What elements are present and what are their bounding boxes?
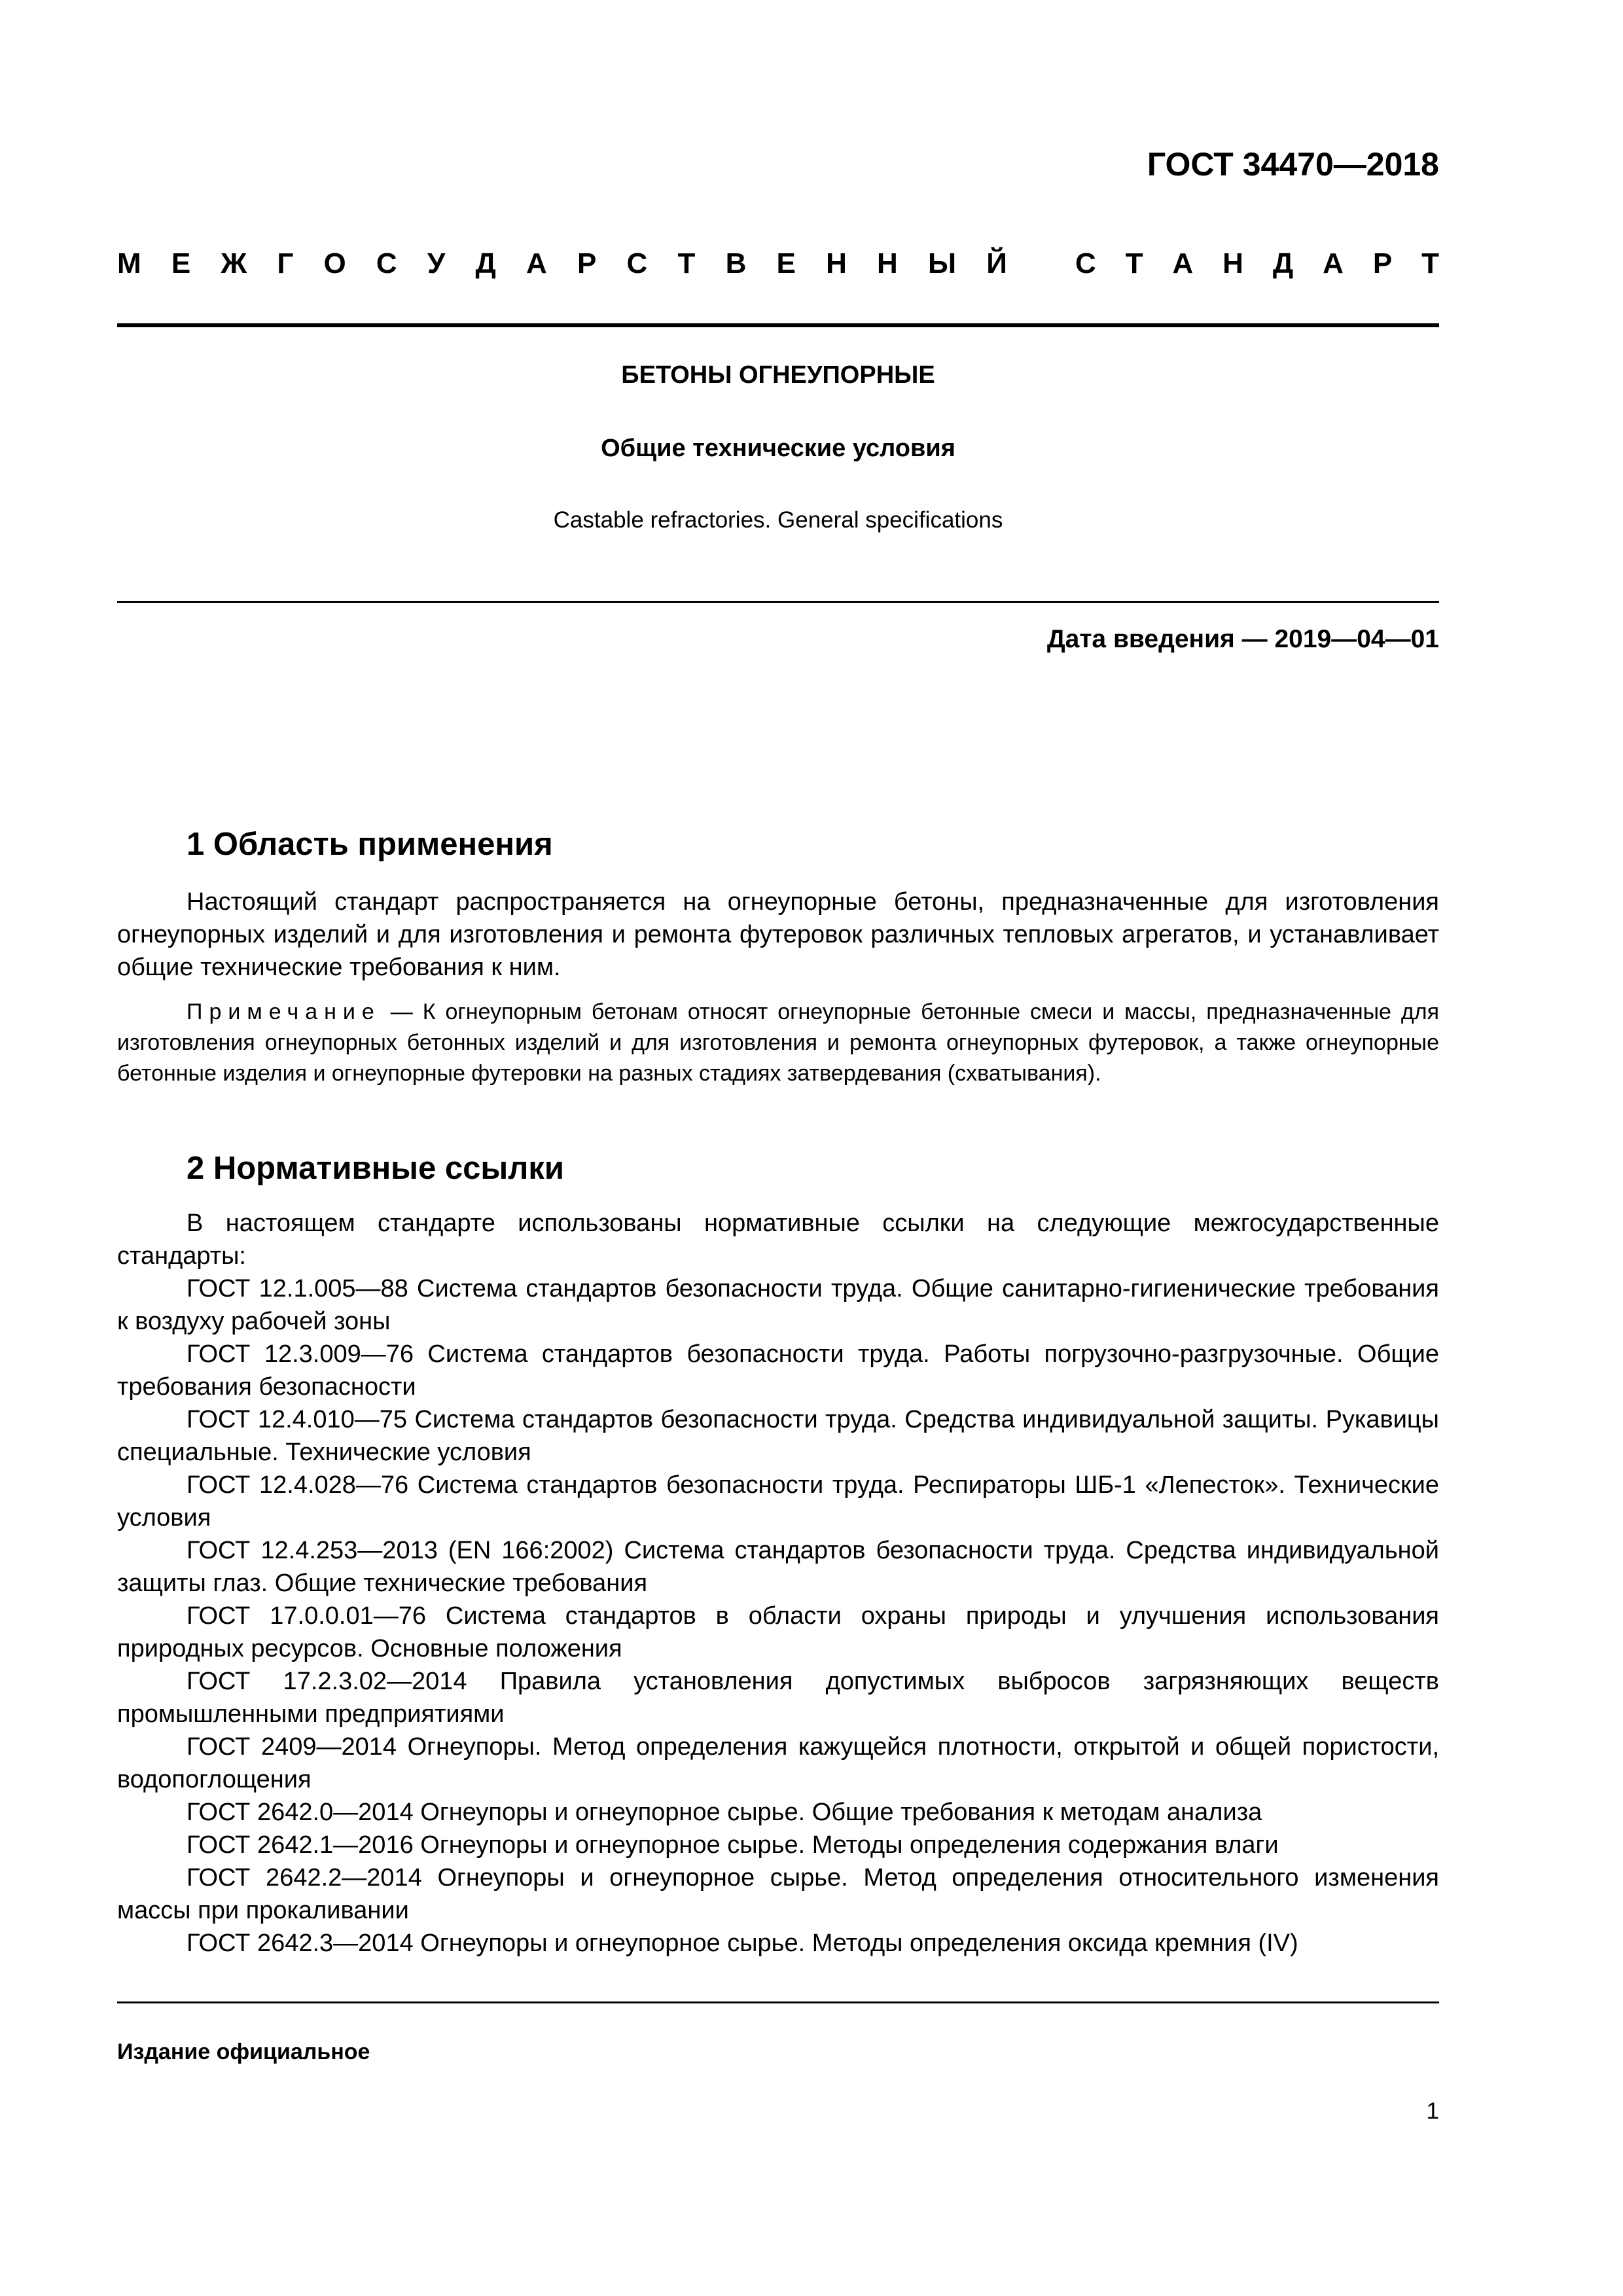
heading-letter: Ы bbox=[928, 247, 957, 279]
standard-type-word-2 bbox=[1075, 247, 1439, 280]
official-edition-label: Издание официальное bbox=[117, 2039, 370, 2064]
reference-item: ГОСТ 2642.0—2014 Огнеупоры и огнеупорное сырье. Общие требования к методам анализа bbox=[187, 1799, 1262, 1826]
heading-letter: А bbox=[1323, 247, 1344, 279]
heading-letter: Р bbox=[577, 247, 597, 279]
heading-letter: Д bbox=[475, 247, 496, 279]
heading-letter: Т bbox=[1421, 247, 1439, 279]
document-title-english: Castable refractories. General specifications bbox=[553, 507, 1003, 533]
heading-letter: У bbox=[427, 247, 446, 279]
heading-letter: Н bbox=[1222, 247, 1243, 279]
section-2-heading: 2 Нормативные ссылки bbox=[187, 1151, 564, 1186]
section-1-body bbox=[117, 886, 1439, 984]
note-text: — К огнеупорным бетонам относят огнеупорные бетонные смеси и массы, предназначенные для изготовления огнеупорных бетонных изделий и для изготовления и ремонта огнеупорных футеровок, а также огнеупорные бетонные изделия и огнеупорные футеровки на разных стадиях затвердевания (схватывания). bbox=[117, 999, 1439, 1086]
document-number: ГОСТ 34470—2018 bbox=[1147, 146, 1439, 183]
standard-type-heading bbox=[117, 247, 1439, 280]
heading-letter: Н bbox=[877, 247, 898, 279]
section-1-paragraph: Настоящий стандарт распространяется на огнеупорные бетоны, предназначенные для изготовления огнеупорных изделий и для изготовления и ремонта футеровок различных тепловых агрегатов, и устанавливает общие технические требования к ним. bbox=[117, 888, 1439, 981]
heading-letter: Н bbox=[826, 247, 847, 279]
reference-item: ГОСТ 12.4.028—76 Система стандартов безопасности труда. Респираторы ШБ-1 «Лепесток». Технические условия bbox=[117, 1471, 1439, 1532]
reference-item: ГОСТ 2642.2—2014 Огнеупоры и огнеупорное сырье. Метод определения относительного изменения массы при прокаливании bbox=[117, 1864, 1439, 1924]
heading-letter: Е bbox=[776, 247, 796, 279]
heading-letter: Е bbox=[171, 247, 191, 279]
reference-item: ГОСТ 12.1.005—88 Система стандартов безопасности труда. Общие санитарно-гигиенические требования к воздуху рабочей зоны bbox=[117, 1275, 1439, 1335]
note-label: Примечание bbox=[187, 999, 381, 1024]
heading-letter: Р bbox=[1372, 247, 1393, 279]
heading-letter: Ж bbox=[221, 247, 247, 279]
title-divider bbox=[117, 601, 1439, 603]
heading-letter: Д bbox=[1272, 247, 1294, 279]
reference-item: ГОСТ 17.2.3.02—2014 Правила установления допустимых выбросов загрязняющих веществ промышленными предприятиями bbox=[117, 1668, 1439, 1728]
heading-letter: С bbox=[376, 247, 397, 279]
section-1-heading: 1 Область применения bbox=[187, 827, 553, 862]
heading-letter: М bbox=[117, 247, 141, 279]
header-divider bbox=[117, 323, 1439, 327]
document-title: БЕТОНЫ ОГНЕУПОРНЫЕ bbox=[621, 361, 935, 389]
section-2-intro: В настоящем стандарте использованы нормативные ссылки на следующие межгосударственные стандарты: bbox=[117, 1210, 1439, 1270]
heading-letter: С bbox=[1075, 247, 1096, 279]
heading-letter: Т bbox=[1125, 247, 1143, 279]
reference-item: ГОСТ 12.4.010—75 Система стандартов безопасности труда. Средства индивидуальной защиты. Рукавицы специальные. Технические условия bbox=[117, 1406, 1439, 1466]
reference-item: ГОСТ 2642.1—2016 Огнеупоры и огнеупорное сырье. Методы определения содержания влаги bbox=[187, 1831, 1279, 1859]
footer-divider bbox=[117, 2001, 1439, 2003]
heading-letter: С bbox=[626, 247, 648, 279]
heading-letter: Т bbox=[677, 247, 696, 279]
reference-item: ГОСТ 2642.3—2014 Огнеупоры и огнеупорное сырье. Методы определения оксида кремния (IV) bbox=[187, 1929, 1298, 1957]
reference-item: ГОСТ 12.3.009—76 Система стандартов безопасности труда. Работы погрузочно-разгрузочные. Общие требования безопасности bbox=[117, 1340, 1439, 1401]
heading-letter: О bbox=[323, 247, 346, 279]
document-subtitle: Общие технические условия bbox=[601, 435, 955, 462]
section-1-note bbox=[117, 997, 1439, 1089]
reference-item: ГОСТ 12.4.253—2013 (EN 166:2002) Система стандартов безопасности труда. Средства индивидуальной защиты глаз. Общие технические требования bbox=[117, 1537, 1439, 1597]
heading-letter: А bbox=[1172, 247, 1194, 279]
heading-letter: Г bbox=[277, 247, 294, 279]
section-2-body bbox=[117, 1207, 1439, 1960]
page-number: 1 bbox=[1426, 2098, 1439, 2124]
reference-item: ГОСТ 17.0.0.01—76 Система стандартов в области охраны природы и улучшения использования природных ресурсов. Основные положения bbox=[117, 1602, 1439, 1662]
introduction-date: Дата введения — 2019—04—01 bbox=[1046, 625, 1439, 653]
heading-letter: Й bbox=[986, 247, 1007, 279]
heading-letter: В bbox=[725, 247, 747, 279]
standard-type-word-1 bbox=[117, 247, 1007, 280]
heading-letter: А bbox=[526, 247, 547, 279]
reference-item: ГОСТ 2409—2014 Огнеупоры. Метод определения кажущейся плотности, открытой и общей пористости, водопоглощения bbox=[117, 1733, 1439, 1793]
